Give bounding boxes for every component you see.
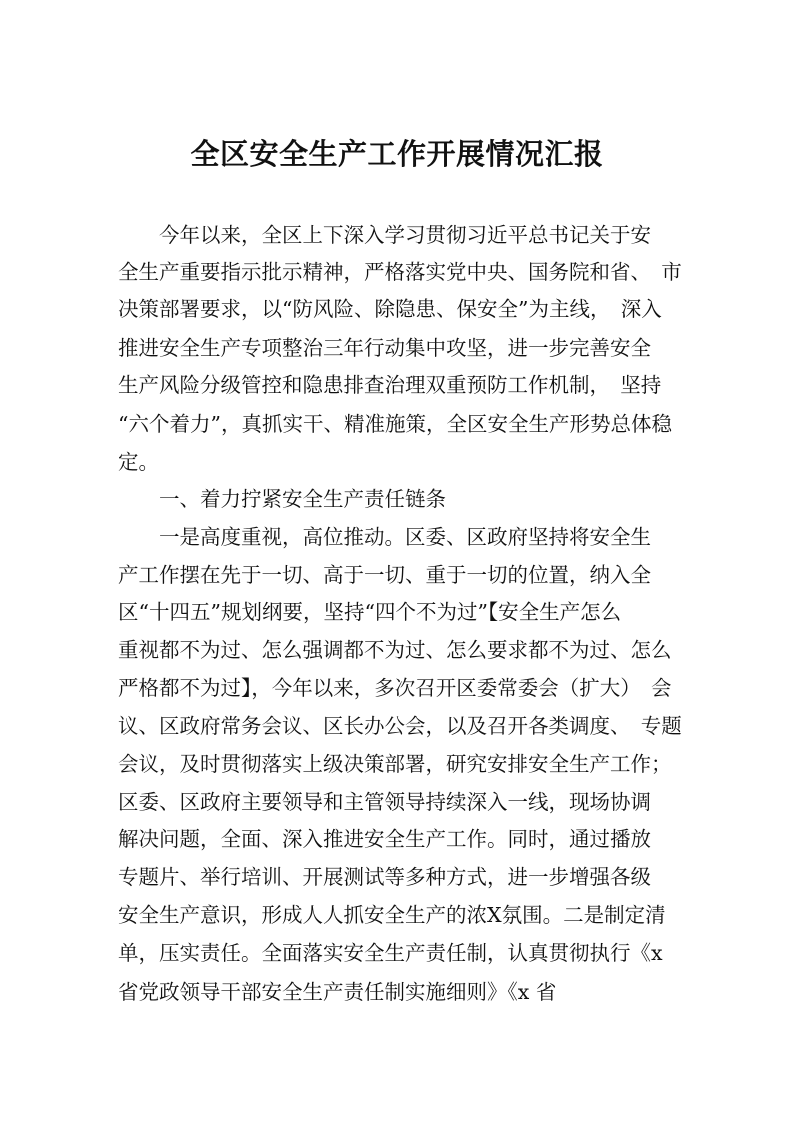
body-line: 单，压实责任。全面落实安全生产责任制，认真贯彻执行《x [118, 941, 663, 965]
body-line: “六个着力”，真抓实干、精准施策，全区安全生产形势总体稳 [118, 412, 672, 436]
body-line: 一是高度重视，高位推动。区委、区政府坚持将安全生 [118, 525, 651, 549]
body-line: 区“十四五”规划纲要，坚持“四个不为过”【安全生产怎么 [118, 600, 622, 624]
body-line: 定。 [118, 450, 159, 474]
body-line: 省党政领导干部安全生产责任制实施细则》《x 省 [118, 980, 557, 1004]
body-line: 议、区政府常务会议、区长办公会，以及召开各类调度、 专题 [118, 714, 682, 738]
body-line: 安全生产意识，形成人人抓安全生产的浓X氛围。二是制定清 [118, 903, 666, 927]
body-line: 生产风险分级管控和隐患排查治理双重预防工作机制， 坚持 [118, 373, 662, 397]
body-line: 重视都不为过、怎么强调都不为过、怎么要求都不为过、怎么 [118, 638, 672, 662]
body-line: 专题片、举行培训、开展测试等多种方式，进一步增强各级 [118, 865, 651, 889]
section-heading: 一、着力拧紧安全生产责任链条 [118, 487, 446, 511]
body-line: 产工作摆在先于一切、高于一切、重于一切的位置，纳入全 [118, 563, 651, 587]
body-line: 今年以来，全区上下深入学习贯彻习近平总书记关于安 [118, 223, 651, 247]
body-line: 严格都不为过】，今年以来，多次召开区委常委会（扩大） 会 [118, 676, 672, 700]
body-line: 解决问题，全面、深入推进安全生产工作。同时，通过播放 [118, 827, 651, 851]
document-title: 全区安全生产工作开展情况汇报 [190, 137, 604, 171]
body-line: 决策部署要求，以“防风险、除隐患、保安全”为主线， 深入 [118, 297, 662, 321]
body-line: 推进安全生产专项整治三年行动集中攻坚，进一步完善安全 [118, 336, 651, 360]
body-line: 会议，及时贯彻落实上级决策部署，研究安排安全生产工作； [118, 752, 672, 776]
body-line: 全生产重要指示批示精神，严格落实党中央、国务院和省、 市 [118, 260, 682, 284]
body-line: 区委、区政府主要领导和主管领导持续深入一线，现场协调 [118, 790, 651, 814]
